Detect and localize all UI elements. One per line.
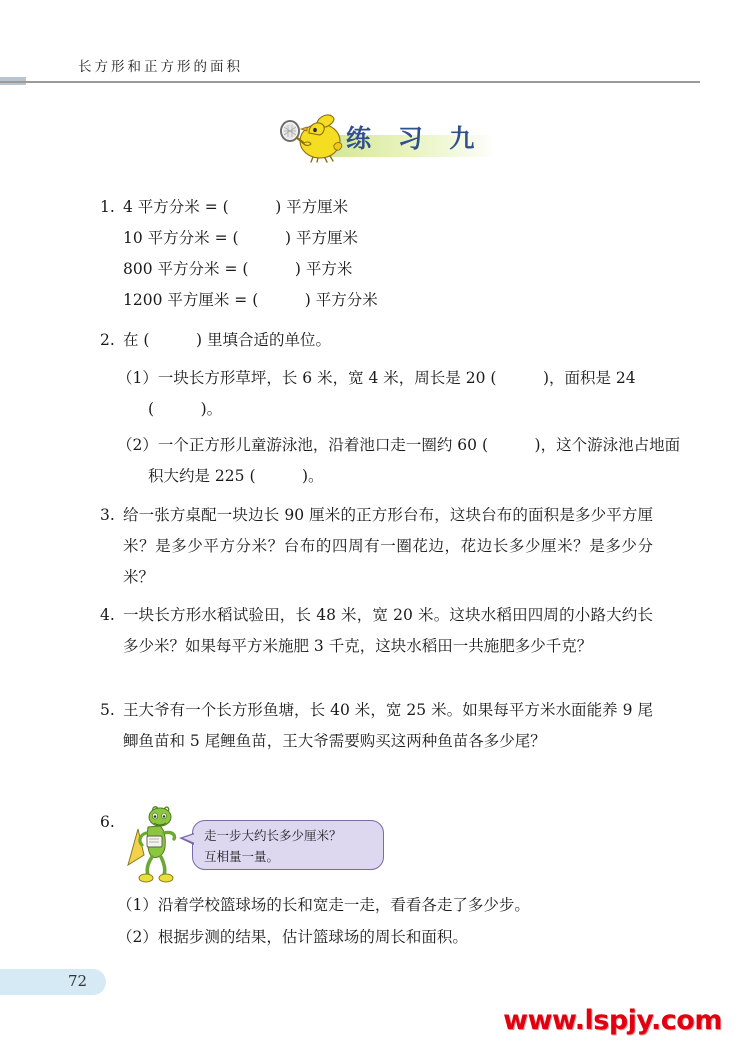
question-6-number: 6. bbox=[100, 813, 115, 831]
speech-bubble-line-1: 走一步大约长多少厘米？ bbox=[204, 828, 342, 843]
grasshopper-mascot-icon bbox=[118, 803, 188, 885]
q6-sub2-text: 根据步测的结果，估计篮球场的周长和面积。 bbox=[157, 928, 468, 946]
q1-l4-prefix: 1200 平方厘米 = ( bbox=[123, 291, 259, 309]
question-5-number: 5. bbox=[100, 701, 115, 719]
question-2-sub-2 bbox=[117, 430, 688, 492]
q1-l3-blank[interactable] bbox=[248, 260, 295, 278]
question-1-number: 1. bbox=[100, 198, 115, 216]
question-4-number: 4. bbox=[100, 606, 115, 624]
question-2-sub-1 bbox=[117, 363, 688, 425]
q6-sub1-label: （1） bbox=[117, 896, 158, 914]
question-1-line-4 bbox=[123, 285, 653, 316]
q2-sub1-a: 一块长方形草坪，长 6 米，宽 4 米，周长是 20 ( bbox=[157, 369, 497, 387]
page-header bbox=[0, 55, 740, 89]
q2-sub1-b: )，面积是 24 ( bbox=[148, 369, 636, 418]
page-number: 72 bbox=[68, 972, 88, 990]
q1-l1-blank[interactable] bbox=[229, 198, 276, 216]
q2-sub2-a: 一个正方形儿童游泳池，沿着池口走一圈约 60 ( bbox=[157, 436, 489, 454]
speech-bubble-line-2: 互相量一量。 bbox=[204, 849, 280, 864]
q2-stem-b: ) 里填合适的单位。 bbox=[195, 331, 331, 349]
page-number-bar bbox=[0, 969, 106, 995]
header-divider bbox=[0, 81, 700, 83]
q2-sub2-c: )。 bbox=[302, 467, 324, 485]
q2-sub2-blank-1[interactable] bbox=[488, 436, 535, 454]
question-1-line-3 bbox=[123, 254, 653, 285]
question-6-sub-2 bbox=[117, 922, 657, 953]
q2-sub1-label: （1） bbox=[117, 369, 158, 387]
q6-sub2-label: （2） bbox=[117, 928, 158, 946]
question-5-text: 王大爷有一个长方形鱼塘，长 40 米，宽 25 米。如果每平方米水面能养 9 尾鲫鱼苗和 5 尾鲤鱼苗，王大爷需要购买这两种鱼苗各多少尾？ bbox=[123, 701, 653, 750]
q1-l4-blank[interactable] bbox=[258, 291, 305, 309]
question-3-text: 给一张方桌配一块边长 90 厘米的正方形台布，这块台布的面积是多少平方厘米？是多少平方分米？台布的四周有一圈花边，花边长多少厘米？是多少分米？ bbox=[123, 506, 653, 586]
q2-sub1-blank-2[interactable] bbox=[154, 400, 201, 418]
q1-l4-suffix: ) 平方分米 bbox=[304, 291, 378, 309]
exercise-title-band bbox=[276, 103, 496, 165]
q6-sub1-text: 沿着学校篮球场的长和宽走一走，看看各走了多少步。 bbox=[157, 896, 530, 914]
question-4-text: 一块长方形水稻试验田，长 48 米，宽 20 米。这块水稻田四周的小路大约长多少米？如果每平方米施肥 3 千克，这块水稻田一共施肥多少千克？ bbox=[123, 606, 653, 655]
running-title: 长方形和正方形的面积 bbox=[78, 59, 243, 75]
question-2-stem bbox=[123, 325, 653, 356]
q1-l1-suffix: ) 平方厘米 bbox=[275, 198, 349, 216]
q1-l3-suffix: ) 平方米 bbox=[294, 260, 353, 278]
q2-sub2-b: )，这个游泳池占地面积大约是 225 ( bbox=[148, 436, 681, 485]
q1-l2-suffix: ) 平方厘米 bbox=[285, 229, 359, 247]
q1-l1-prefix: 4 平方分米 = ( bbox=[123, 198, 229, 216]
q2-sub2-blank-2[interactable] bbox=[256, 467, 303, 485]
q1-l3-prefix: 800 平方分米 = ( bbox=[123, 260, 249, 278]
q2-stem-a: 在 ( bbox=[123, 331, 150, 349]
exercise-title: 练 习 九 bbox=[346, 124, 484, 153]
question-3-number: 3. bbox=[100, 506, 115, 524]
question-6-sub-1 bbox=[117, 890, 657, 921]
q1-l2-blank[interactable] bbox=[239, 229, 286, 247]
speech-bubble-text bbox=[204, 825, 384, 867]
q2-stem-blank[interactable] bbox=[149, 331, 196, 349]
q1-l2-prefix: 10 平方分米 = ( bbox=[123, 229, 239, 247]
question-1-line-1 bbox=[123, 192, 653, 223]
q2-sub2-label: （2） bbox=[117, 436, 158, 454]
q2-sub1-c: )。 bbox=[200, 400, 223, 418]
q2-sub1-blank-1[interactable] bbox=[496, 369, 543, 387]
question-2-number: 2. bbox=[100, 331, 115, 349]
question-1-line-2 bbox=[123, 223, 653, 254]
speech-bubble-tail-inner bbox=[183, 834, 195, 843]
question-6-speech-bubble bbox=[192, 820, 384, 870]
site-watermark: www.lspjy.com bbox=[503, 1005, 722, 1036]
